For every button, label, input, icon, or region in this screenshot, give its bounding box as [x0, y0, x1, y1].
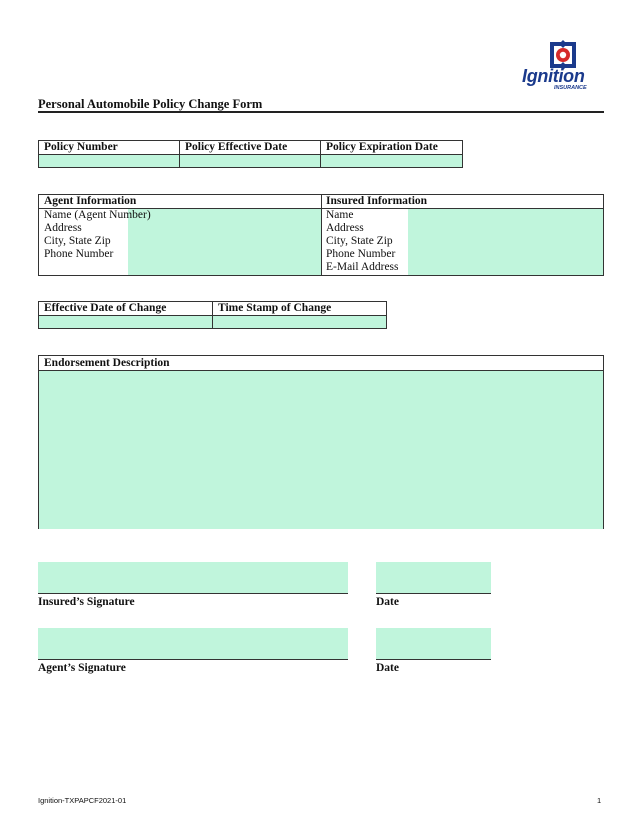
- policy-expiration-date-header: Policy Expiration Date: [321, 141, 463, 155]
- insured-city-label: City, State Zip: [326, 235, 393, 247]
- agent-insured-box: [38, 194, 604, 276]
- agent-signature-field[interactable]: [38, 628, 348, 659]
- agent-date-field[interactable]: [376, 628, 491, 659]
- agent-info-header: Agent Information: [44, 195, 137, 207]
- insured-email-label: E-Mail Address: [326, 261, 399, 273]
- effective-date-of-change-header: Effective Date of Change: [39, 302, 213, 316]
- policy-table: [38, 140, 463, 168]
- title-divider: [38, 111, 604, 113]
- agent-date-label: Date: [376, 662, 399, 674]
- insured-date-label: Date: [376, 596, 399, 608]
- insured-signature-label: Insured’s Signature: [38, 596, 135, 608]
- footer-form-code: Ignition-TXPAPCF2021-01: [38, 796, 127, 805]
- footer-page-number: 1: [597, 796, 602, 805]
- insured-info-header: Insured Information: [326, 195, 428, 207]
- policy-expiration-date-field[interactable]: [321, 155, 463, 168]
- endorsement-header: Endorsement Description: [44, 357, 170, 369]
- agent-city-label: City, State Zip: [44, 235, 111, 247]
- time-stamp-of-change-field[interactable]: [213, 316, 387, 329]
- policy-number-field[interactable]: [39, 155, 180, 168]
- insured-address-label: Address: [326, 222, 364, 234]
- agent-info-field[interactable]: [128, 209, 321, 275]
- effective-date-of-change-field[interactable]: [39, 316, 213, 329]
- agent-address-label: Address: [44, 222, 82, 234]
- endorsement-description-field[interactable]: [39, 370, 603, 529]
- insured-date-field[interactable]: [376, 562, 491, 593]
- brand-tagline: INSURANCE: [554, 85, 587, 91]
- company-logo: [520, 40, 602, 92]
- agent-name-label: Name (Agent Number): [44, 209, 151, 221]
- page-title: Personal Automobile Policy Change Form: [38, 97, 263, 111]
- time-stamp-of-change-header: Time Stamp of Change: [213, 302, 387, 316]
- brand-name: Ignition: [522, 66, 585, 86]
- agent-signature-label: Agent’s Signature: [38, 662, 126, 674]
- policy-number-header: Policy Number: [39, 141, 180, 155]
- policy-effective-date-header: Policy Effective Date: [180, 141, 321, 155]
- policy-effective-date-field[interactable]: [180, 155, 321, 168]
- insured-info-field[interactable]: [408, 209, 603, 275]
- insured-signature-field[interactable]: [38, 562, 348, 593]
- insured-name-label: Name: [326, 209, 354, 221]
- agent-phone-label: Phone Number: [44, 248, 114, 260]
- endorsement-box: [38, 355, 604, 529]
- change-table: [38, 301, 387, 329]
- insured-phone-label: Phone Number: [326, 248, 396, 260]
